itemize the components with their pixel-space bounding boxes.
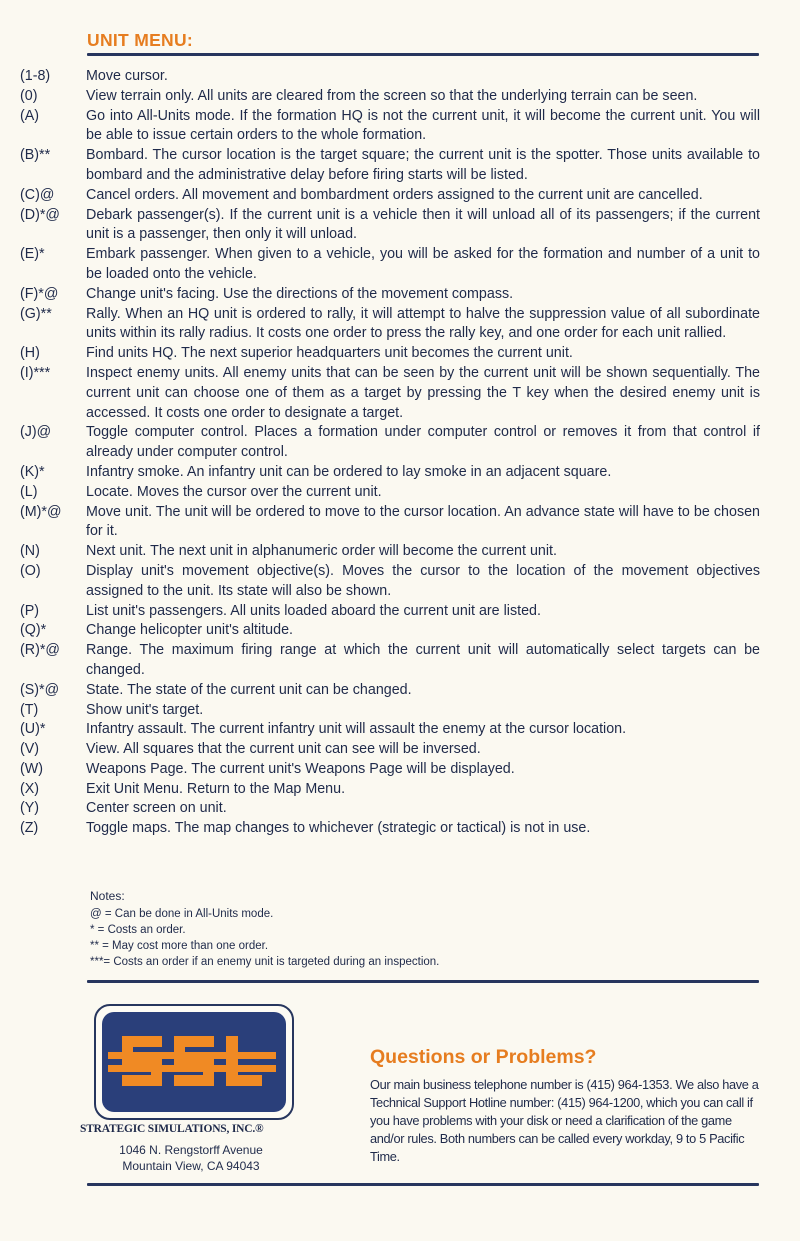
menu-description: Move unit. The unit will be ordered to move to the cursor location. An advance state will have to be chosen for it. bbox=[86, 503, 760, 540]
menu-entry bbox=[20, 562, 760, 602]
menu-description: View. All squares that the current unit can see will be inversed. bbox=[86, 741, 481, 758]
page-heading: UNIT MENU: bbox=[87, 30, 194, 50]
note-line: @ = Can be done in All-Units mode. bbox=[90, 908, 274, 920]
menu-key: (Q)* bbox=[20, 622, 47, 639]
menu-entry bbox=[20, 285, 760, 305]
menu-key: (R)*@ bbox=[20, 642, 60, 659]
menu-description: Infantry assault. The current infantry unit will assault the enemy at the cursor location. bbox=[86, 721, 627, 738]
menu-description: Embark passenger. When given to a vehicle, you will be asked for the formation and number of a unit to be loaded onto the vehicle. bbox=[86, 246, 760, 282]
menu-description: List unit's passengers. All units loaded aboard the current unit are listed. bbox=[86, 602, 541, 619]
menu-entry bbox=[20, 799, 760, 819]
menu-entry bbox=[20, 681, 760, 701]
menu-key: (X) bbox=[20, 780, 40, 797]
menu-entry bbox=[20, 245, 760, 285]
menu-key: (L) bbox=[20, 483, 38, 500]
menu-key: (U)* bbox=[20, 721, 46, 738]
menu-description: Weapons Page. The current unit's Weapons Page will be displayed. bbox=[86, 760, 515, 777]
menu-description: Display unit's movement objective(s). Moves the cursor to the location of the movement objectives assigned to the unit. Its state will also be shown. bbox=[86, 562, 760, 599]
menu-entry bbox=[20, 720, 760, 740]
menu-entry bbox=[20, 503, 760, 543]
address-street: 1046 N. Rengstorff Avenue bbox=[119, 1143, 263, 1157]
menu-description: Locate. Moves the cursor over the current unit. bbox=[86, 483, 382, 500]
note-line: * = Costs an order. bbox=[90, 924, 186, 936]
menu-description: Change helicopter unit's altitude. bbox=[86, 622, 293, 639]
menu-key: (1-8) bbox=[20, 68, 51, 84]
menu-key: (T) bbox=[20, 701, 39, 718]
menu-key: (M)*@ bbox=[20, 503, 62, 520]
questions-title: Questions or Problems? bbox=[370, 1046, 597, 1068]
menu-key: (E)* bbox=[20, 246, 45, 263]
menu-entry bbox=[20, 146, 760, 186]
menu-description: Center screen on unit. bbox=[86, 800, 227, 817]
menu-entry bbox=[20, 621, 760, 641]
company-address bbox=[80, 1142, 302, 1174]
menu-entry bbox=[20, 819, 760, 839]
menu-description: Toggle maps. The map changes to whichever (strategic or tactical) is not in use. bbox=[86, 820, 591, 837]
menu-key: (Y) bbox=[20, 800, 40, 817]
menu-key: (O) bbox=[20, 562, 41, 579]
menu-entry bbox=[20, 463, 760, 483]
bottom-rule bbox=[87, 1183, 759, 1186]
menu-key: (V) bbox=[20, 741, 40, 758]
menu-description: Range. The maximum firing range at which the current unit will automatically select targets can be changed. bbox=[86, 642, 760, 678]
menu-entry bbox=[20, 483, 760, 503]
menu-description: Debark passenger(s). If the current unit is a vehicle then it will unload all of its passengers; if the current unit is a passenger, then only it will unload. bbox=[86, 206, 760, 243]
menu-description: Next unit. The next unit in alphanumeric order will become the current unit. bbox=[86, 543, 557, 560]
menu-key: (K)* bbox=[20, 463, 45, 480]
menu-key: (G)** bbox=[20, 305, 52, 322]
menu-description: Rally. When an HQ unit is ordered to rally, it will attempt to halve the suppression value of all subordinate units within its rally radius. It costs one order to press the rally key, and one order for each unit rallied. bbox=[86, 305, 760, 342]
menu-key: (B)** bbox=[20, 147, 51, 164]
menu-entry bbox=[20, 740, 760, 760]
menu-entry bbox=[20, 542, 760, 562]
logo-panel bbox=[102, 1012, 286, 1112]
menu-description: Exit Unit Menu. Return to the Map Menu. bbox=[86, 780, 346, 797]
menu-description: Bombard. The cursor location is the target square; the current unit is the spotter. Those units available to bombard and the administrative delay before firing starts will be listed. bbox=[86, 147, 760, 183]
menu-entry bbox=[20, 206, 760, 246]
menu-entry bbox=[20, 641, 760, 681]
menu-entry bbox=[20, 364, 760, 423]
menu-key: (J)@ bbox=[20, 424, 52, 441]
menu-key: (D)*@ bbox=[20, 206, 60, 223]
menu-key: (H) bbox=[20, 345, 40, 362]
menu-entry bbox=[20, 760, 760, 780]
menu-description: Find units HQ. The next superior headquarters unit becomes the current unit. bbox=[86, 345, 573, 362]
notes-title: Notes: bbox=[90, 889, 125, 903]
ssi-logo bbox=[94, 1004, 294, 1120]
menu-key: (0) bbox=[20, 87, 38, 104]
menu-key: (P) bbox=[20, 602, 40, 619]
menu-key: (W) bbox=[20, 760, 44, 777]
top-rule bbox=[87, 53, 759, 56]
menu-description: Infantry smoke. An infantry unit can be ordered to lay smoke in an adjacent square. bbox=[86, 463, 612, 480]
menu-entry bbox=[20, 701, 760, 721]
ssi-logo-graphic bbox=[102, 1012, 282, 1108]
menu-description: View terrain only. All units are cleared from the screen so that the underlying terrain can be seen. bbox=[86, 87, 698, 104]
menu-key: (F)*@ bbox=[20, 285, 59, 302]
note-line: ** = May cost more than one order. bbox=[90, 940, 269, 952]
menu-description: Go into All-Units mode. If the formation HQ is not the current unit, it will become the current unit. You will be able to issue certain orders to the whole formation. bbox=[86, 107, 760, 144]
questions-body: Our main business telephone number is (415) 964-1353. We also have a Technical Support Hotline number: (415) 964-1200, which you can call if you have problems with your disk or need a clarification of the game and/or rules. Both numbers can be called every workday, 9 to 5 Pacific Time. bbox=[370, 1077, 759, 1164]
menu-description: Show unit's target. bbox=[86, 701, 204, 718]
menu-key: (Z) bbox=[20, 820, 39, 837]
menu-entry bbox=[20, 186, 760, 206]
menu-description: Toggle computer control. Places a formation under computer control or removes it from that control if already under computer control. bbox=[86, 424, 760, 461]
menu-key: (N) bbox=[20, 543, 40, 560]
unit-menu-list bbox=[20, 67, 760, 839]
middle-rule bbox=[87, 980, 759, 983]
menu-entry bbox=[20, 305, 760, 345]
menu-key: (A) bbox=[20, 107, 40, 124]
note-line: ***= Costs an order if an enemy unit is targeted during an inspection. bbox=[90, 956, 440, 968]
menu-entry bbox=[20, 107, 760, 147]
notes-block bbox=[90, 888, 650, 970]
menu-key: (C)@ bbox=[20, 186, 55, 203]
menu-description: Change unit's facing. Use the directions of the movement compass. bbox=[86, 285, 514, 302]
menu-description: Inspect enemy units. All enemy units that can be seen by the current unit will be shown sequentially. The current unit can choose one of them as a target by pressing the T key when the desired enemy unit is accessed. It costs one order to designate a target. bbox=[86, 364, 760, 421]
address-city: Mountain View, CA 94043 bbox=[122, 1159, 260, 1173]
menu-entry bbox=[20, 344, 760, 364]
menu-key: (S)*@ bbox=[20, 681, 60, 698]
menu-description: Move cursor. bbox=[86, 68, 168, 84]
menu-entry bbox=[20, 780, 760, 800]
company-name: STRATEGIC SIMULATIONS, INC.® bbox=[80, 1123, 264, 1135]
menu-description: State. The state of the current unit can be changed. bbox=[86, 681, 412, 698]
menu-entry bbox=[20, 67, 760, 87]
menu-entry bbox=[20, 87, 760, 107]
menu-entry bbox=[20, 602, 760, 622]
menu-entry bbox=[20, 423, 760, 463]
menu-description: Cancel orders. All movement and bombardment orders assigned to the current unit are cancelled. bbox=[86, 186, 703, 203]
menu-key: (I)*** bbox=[20, 364, 51, 381]
